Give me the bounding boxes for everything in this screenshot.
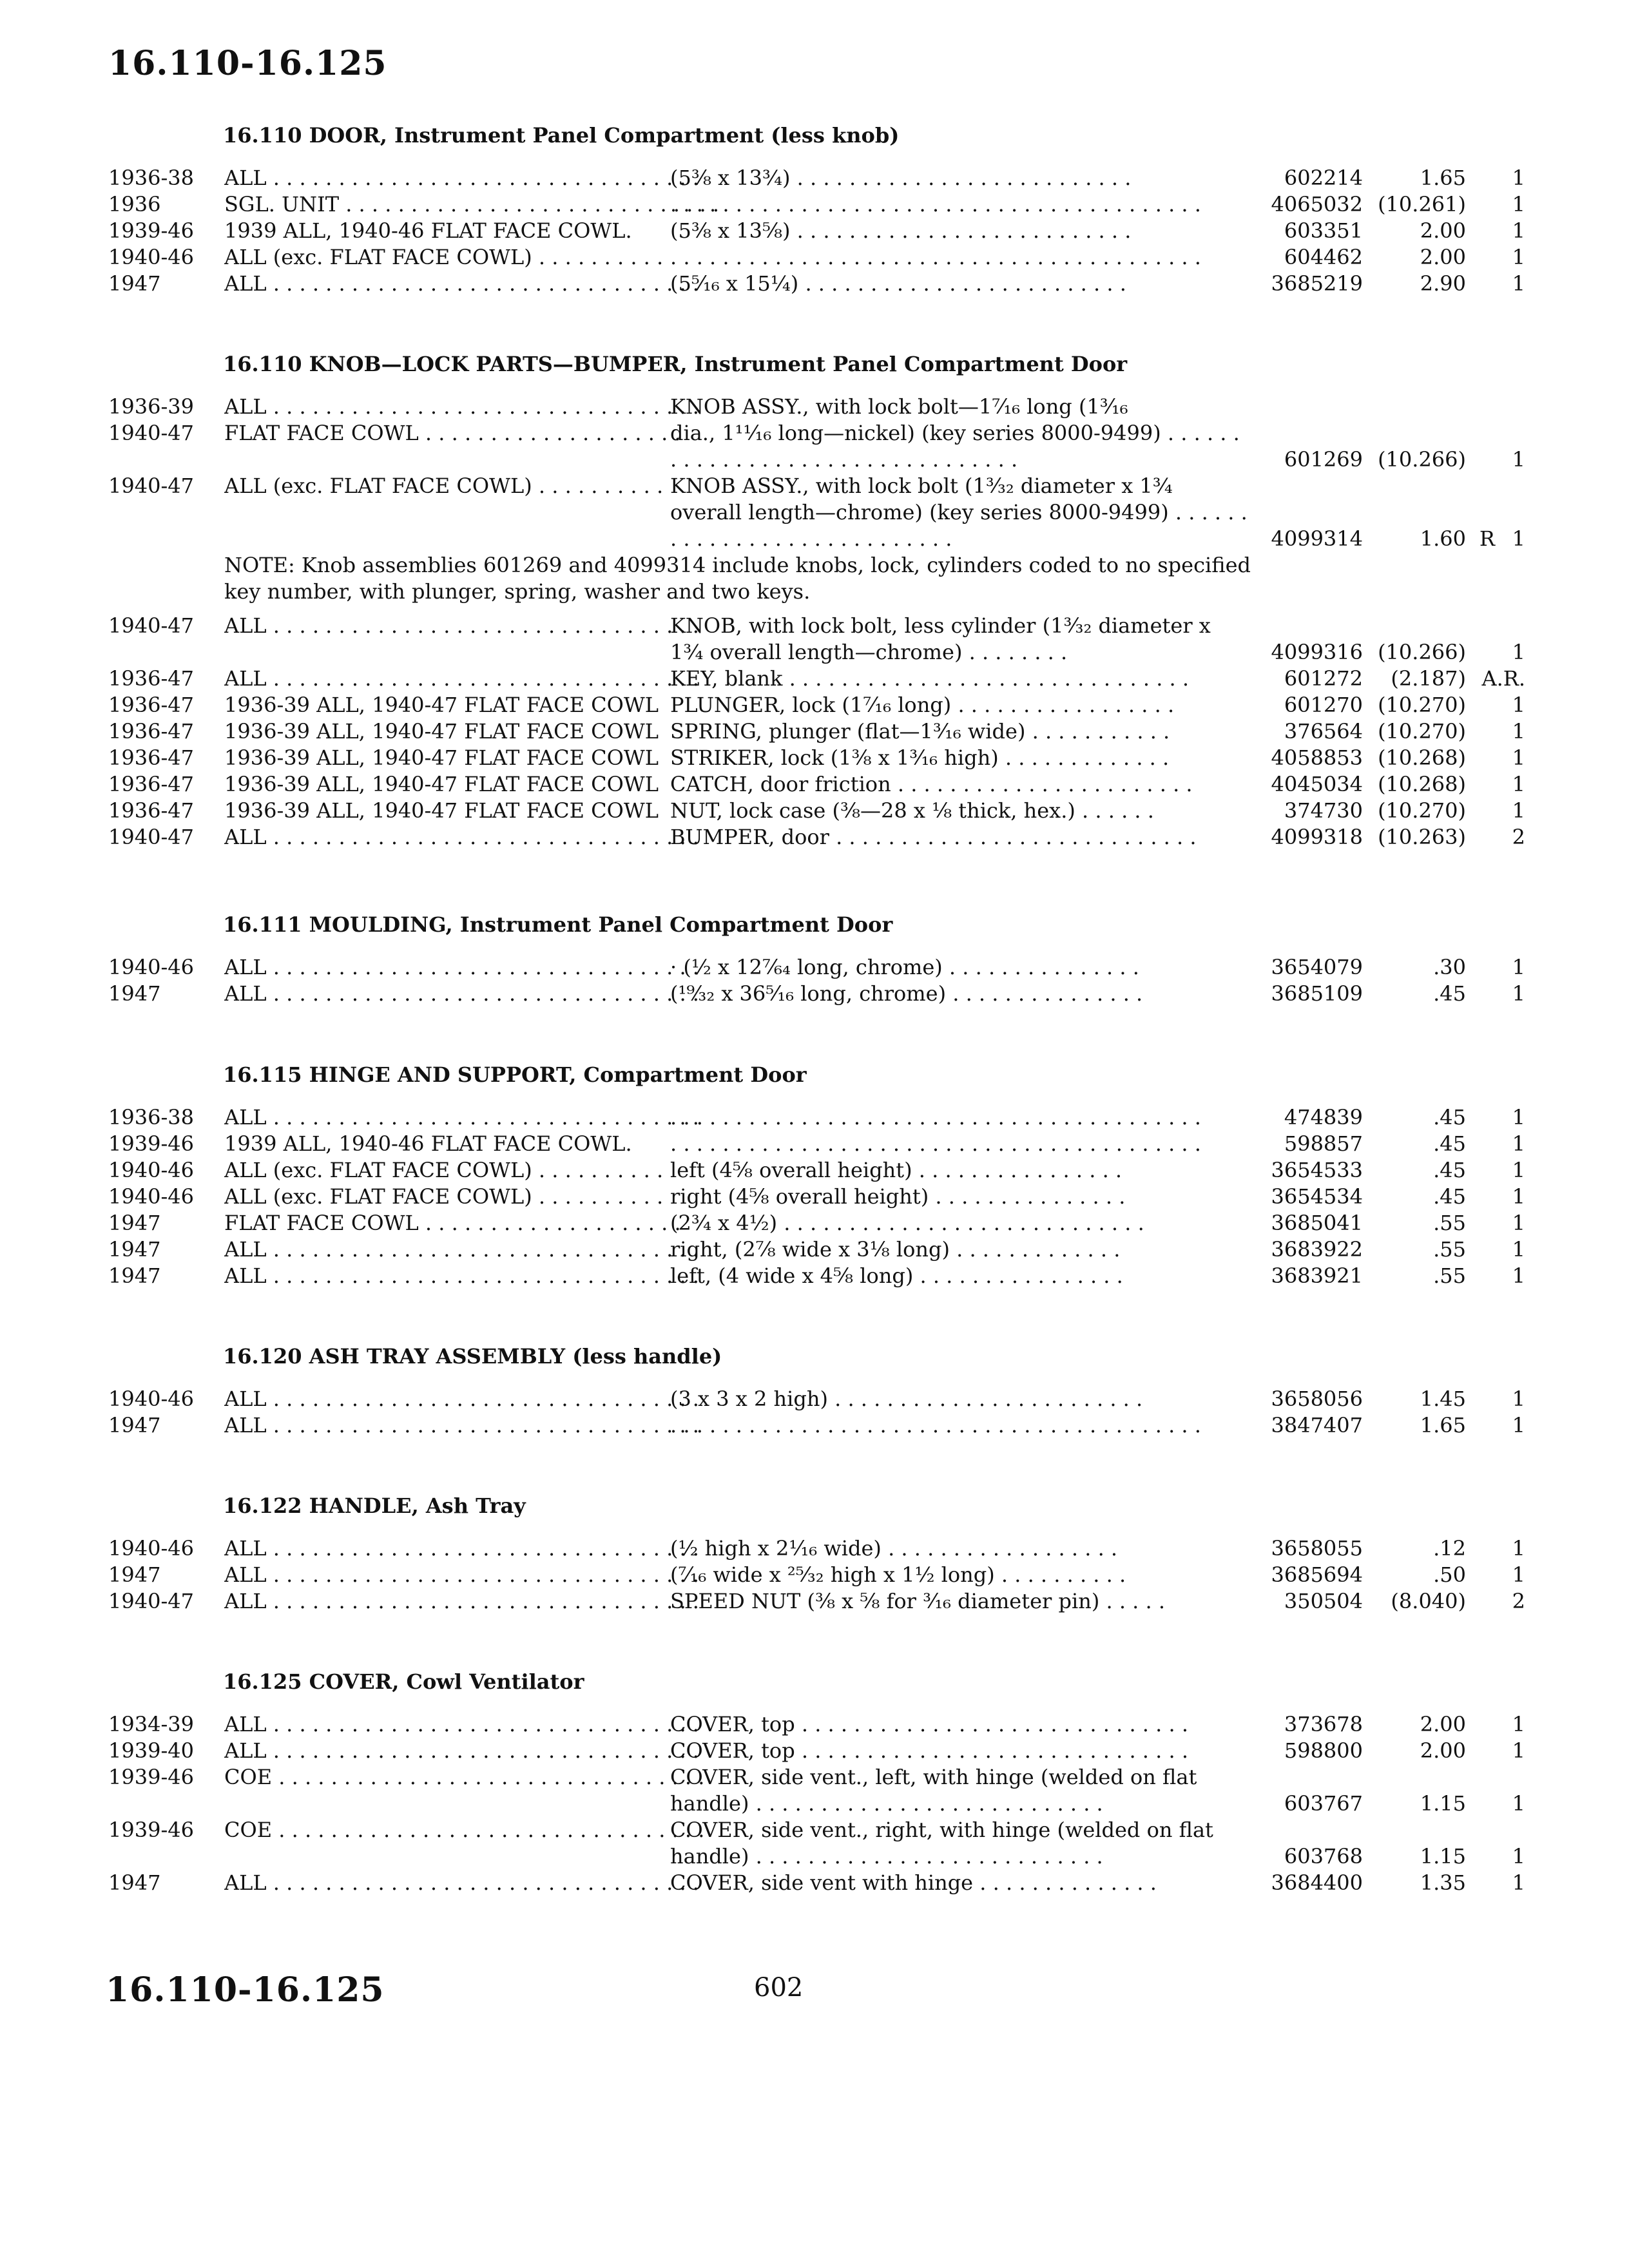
section-title: 16.122 HANDLE, Ash Tray (223, 1494, 526, 1518)
part-description: CATCH, door friction . . . . . . . . . . . . . . . . . . . . . . . (670, 772, 1193, 796)
parts-row (97, 798, 1525, 824)
quantity: 1 (1512, 1131, 1525, 1156)
parts-row (97, 1738, 1525, 1764)
price-or-group: .12 (1433, 1536, 1466, 1561)
model-applicability: ALL . . . . . . . . . . . . . . . . . . . . . . . . . . . . . . . . . (224, 1712, 699, 1736)
part-number: 374730 (1284, 798, 1363, 823)
part-description: (5⅜ x 13⅝) . . . . . . . . . . . . . . . . . . . . . . . . . . (670, 218, 1132, 243)
parts-row (97, 394, 1482, 420)
part-description: dia., 1¹¹⁄₁₆ long—nickel) (key series 8000-9499) . . . . . . . . . . . . . . . . . . . . . . . . . . . . . . . . . (670, 421, 1240, 472)
part-description: KNOB, with lock bolt, less cylinder (1³⁄₃₂ diameter x 1¾ overall length—chrome) . . . . . . . . (670, 613, 1211, 664)
model-applicability: ALL . . . . . . . . . . . . . . . . . . . . . . . . . . . . . . . . . (224, 666, 699, 691)
parts-row (97, 1210, 1525, 1236)
parts-row (97, 244, 1525, 271)
parts-row (97, 473, 1525, 552)
quantity: 1 (1512, 1237, 1525, 1262)
section-title: 16.120 ASH TRAY ASSEMBLY (less handle) (223, 1344, 722, 1369)
model-year: 1947 (108, 1211, 161, 1235)
model-year: 1947 (108, 271, 161, 296)
parts-row (97, 191, 1525, 218)
section-16-111-moulding (97, 912, 1525, 1007)
quantity: 1 (1512, 719, 1525, 744)
price-or-group: (10.268) (1378, 772, 1466, 796)
part-description: right (4⅝ overall height) . . . . . . . . . . . . . . . (670, 1184, 1126, 1209)
model-applicability: ALL . . . . . . . . . . . . . . . . . . . . . . . . . . . . . . . . . (224, 981, 699, 1006)
parts-row (97, 692, 1525, 718)
quantity: 1 (1512, 1211, 1525, 1235)
part-description: (3 x 3 x 2 high) . . . . . . . . . . . . . . . . . . . . . . . . (670, 1387, 1143, 1411)
model-applicability: 1939 ALL, 1940-46 FLAT FACE COWL. (224, 218, 632, 243)
model-year: 1936-38 (108, 166, 194, 190)
model-year: 1940-47 (108, 825, 194, 849)
model-year: 1947 (108, 981, 161, 1006)
price-or-group: 1.15 (1420, 1844, 1466, 1869)
model-year: 1934-39 (108, 1712, 194, 1736)
parts-row (97, 218, 1525, 244)
model-applicability: ALL . . . . . . . . . . . . . . . . . . . . . . . . . . . . . . . . . (224, 166, 699, 190)
model-year: 1936 (108, 192, 161, 216)
parts-row (97, 1236, 1525, 1263)
price-or-group: 2.00 (1420, 1712, 1466, 1736)
quantity: 1 (1512, 745, 1525, 770)
quantity: 1 (1512, 166, 1525, 190)
price-or-group: .45 (1433, 1158, 1466, 1182)
model-year: 1936-47 (108, 693, 194, 717)
quantity: 1 (1512, 192, 1525, 216)
part-number: 4099316 (1271, 640, 1363, 664)
model-year: 1940-46 (108, 955, 194, 979)
section-16-110-knob (97, 351, 1525, 850)
model-applicability: ALL . . . . . . . . . . . . . . . . . . . . . . . . . . . . . . . . . (224, 1870, 699, 1895)
part-description: COVER, side vent., right, with hinge (welded on flat handle) . . . . . . . . . . . . . . . . . . . . . . . . . . . (670, 1818, 1213, 1869)
part-number: 601269 (1284, 447, 1363, 472)
part-description: KEY, blank . . . . . . . . . . . . . . . . . . . . . . . . . . . . . . . (670, 666, 1190, 691)
model-year: 1939-46 (108, 1818, 194, 1842)
model-applicability: ALL (exc. FLAT FACE COWL) . . . . . . . . . . (224, 474, 664, 498)
quantity: 1 (1512, 1791, 1525, 1816)
page-footer: 16.110-16.125 (106, 1970, 385, 2010)
parts-row (97, 771, 1525, 798)
model-year: 1947 (108, 1870, 161, 1895)
model-applicability: ALL . . . . . . . . . . . . . . . . . . . . . . . . . . . . . . . . . (224, 1413, 699, 1437)
price-or-group: (2.187) (1391, 666, 1466, 691)
part-description: . . . . . . . . . . . . . . . . . . . . . . . . . . . . . . . . . . . . . . . . . (670, 192, 1201, 216)
parts-row (97, 165, 1525, 191)
parts-row (97, 1817, 1525, 1870)
model-year: 1936-47 (108, 798, 194, 823)
part-description: . . . . . . . . . . . . . . . . . . . . . . . . . . . . . . . . . . . . . . . . . (670, 1131, 1201, 1156)
model-year: 1940-46 (108, 245, 194, 269)
model-applicability: COE . . . . . . . . . . . . . . . . . . . . . . . . . . . . . . . . . (224, 1818, 705, 1842)
model-applicability: ALL . . . . . . . . . . . . . . . . . . . . . . . . . . . . . . . . . (224, 1738, 699, 1763)
page-header: 16.110-16.125 (108, 44, 387, 83)
parts-row (97, 666, 1525, 692)
model-applicability: 1936-39 ALL, 1940-47 FLAT FACE COWL (224, 772, 659, 796)
price-or-group: (10.263) (1378, 825, 1466, 849)
quantity: 1 (1512, 1844, 1525, 1869)
part-number: 474839 (1284, 1105, 1363, 1129)
parts-row (97, 1588, 1525, 1615)
parts-list (97, 165, 1525, 297)
model-applicability: FLAT FACE COWL . . . . . . . . . . . . . . . . . . . . (224, 421, 681, 445)
quantity: 1 (1512, 1870, 1525, 1895)
model-applicability: 1936-39 ALL, 1940-47 FLAT FACE COWL (224, 693, 659, 717)
model-year: 1940-46 (108, 1387, 194, 1411)
quantity: 1 (1512, 1387, 1525, 1411)
price-or-group: 2.00 (1420, 218, 1466, 243)
model-applicability: ALL . . . . . . . . . . . . . . . . . . . . . . . . . . . . . . . . . (224, 1237, 699, 1262)
quantity: 1 (1512, 1184, 1525, 1209)
model-applicability: ALL . . . . . . . . . . . . . . . . . . . . . . . . . . . . . . . . . (224, 1264, 699, 1288)
part-description: PLUNGER, lock (1⁷⁄₁₆ long) . . . . . . . . . . . . . . . . . (670, 693, 1175, 717)
model-applicability: ALL . . . . . . . . . . . . . . . . . . . . . . . . . . . . . . . . . (224, 1105, 699, 1129)
price-or-group: 1.65 (1420, 1413, 1466, 1437)
quantity: 1 (1512, 1158, 1525, 1182)
quantity: 1 (1512, 271, 1525, 296)
price-or-group: .45 (1433, 981, 1466, 1006)
parts-row (97, 1104, 1525, 1131)
part-description: STRIKER, lock (1⅜ x 1³⁄₁₆ high) . . . . . . . . . . . . . (670, 745, 1170, 770)
part-number: 3654079 (1271, 955, 1363, 979)
part-description: . . . . . . . . . . . . . . . . . . . . . . . . . . . . . . . . . . . . . . . . . (670, 1413, 1201, 1437)
quantity: 1 (1512, 447, 1525, 472)
quantity: 1 (1512, 981, 1525, 1006)
model-applicability: ALL . . . . . . . . . . . . . . . . . . . . . . . . . . . . . . . . . (224, 1589, 699, 1613)
part-number: 603768 (1284, 1844, 1363, 1869)
price-or-group: .50 (1433, 1562, 1466, 1587)
model-applicability: COE . . . . . . . . . . . . . . . . . . . . . . . . . . . . . . . . . (224, 1765, 705, 1789)
model-applicability: ALL . . . . . . . . . . . . . . . . . . . . . . . . . . . . . . . . . (224, 271, 699, 296)
part-description: · (½ x 12⁷⁄₆₄ long, chrome) . . . . . . . . . . . . . . . (670, 955, 1139, 979)
part-description: COVER, side vent., left, with hinge (welded on flat handle) . . . . . . . . . . . . . . . . . . . . . . . . . . . (670, 1765, 1197, 1816)
price-or-group: (8.040) (1391, 1589, 1466, 1613)
quantity: 1 (1512, 772, 1525, 796)
model-year: 1947 (108, 1264, 161, 1288)
part-number: 3685219 (1271, 271, 1363, 296)
parts-row (97, 824, 1525, 850)
part-description: COVER, top . . . . . . . . . . . . . . . . . . . . . . . . . . . . . . (670, 1712, 1188, 1736)
quantity: 1 (1512, 640, 1525, 664)
price-or-group: 1.45 (1420, 1387, 1466, 1411)
parts-list (97, 613, 1525, 850)
parts-row (97, 718, 1525, 745)
model-year: 1947 (108, 1413, 161, 1437)
price-or-group: .45 (1433, 1184, 1466, 1209)
part-description: (⁷⁄₁₆ wide x ²⁵⁄₃₂ high x 1½ long) . . . . . . . . . . (670, 1562, 1126, 1587)
price-or-group: .45 (1433, 1131, 1466, 1156)
part-number: 3683922 (1271, 1237, 1363, 1262)
quantity: 1 (1512, 245, 1525, 269)
parts-row (97, 1562, 1525, 1588)
parts-row (97, 613, 1525, 666)
model-applicability: ALL . . . . . . . . . . . . . . . . . . . . . . . . . . . . . . . . . (224, 613, 699, 638)
price-or-group: (10.261) (1378, 192, 1466, 216)
parts-row (97, 1870, 1525, 1896)
model-year: 1940-47 (108, 613, 194, 638)
price-or-group: (10.270) (1378, 719, 1466, 744)
parts-list (97, 1711, 1525, 1896)
code-letter: R (1479, 526, 1495, 551)
section-16-120-ash-tray (97, 1343, 1525, 1439)
parts-row (97, 954, 1525, 981)
part-description: BUMPER, door . . . . . . . . . . . . . . . . . . . . . . . . . . . . (670, 825, 1197, 849)
parts-row (97, 1157, 1525, 1184)
quantity: 1 (1512, 955, 1525, 979)
model-applicability: ALL . . . . . . . . . . . . . . . . . . . . . . . . . . . . . . . . . (224, 1387, 699, 1411)
quantity: 1 (1512, 693, 1525, 717)
model-applicability: ALL . . . . . . . . . . . . . . . . . . . . . . . . . . . . . . . . . (224, 394, 699, 419)
section-title: 16.111 MOULDING, Instrument Panel Compartment Door (223, 912, 893, 937)
part-number: 601272 (1284, 666, 1363, 691)
part-description: COVER, side vent with hinge . . . . . . . . . . . . . . (670, 1870, 1157, 1895)
model-applicability: ALL (exc. FLAT FACE COWL) . . . . . . . . . . (224, 1184, 664, 1209)
quantity: A.R. (1481, 666, 1525, 691)
model-year: 1939-46 (108, 1765, 194, 1789)
price-or-group: 1.65 (1420, 166, 1466, 190)
quantity: 1 (1512, 1264, 1525, 1288)
part-description: (2¾ x 4½) . . . . . . . . . . . . . . . . . . . . . . . . . . . . (670, 1211, 1144, 1235)
parts-row (97, 1263, 1525, 1289)
section-16-115-hinge (97, 1062, 1525, 1289)
parts-row (97, 981, 1525, 1007)
parts-row (97, 420, 1525, 473)
model-year: 1936-38 (108, 1105, 194, 1129)
quantity: 1 (1512, 1738, 1525, 1763)
part-number: 350504 (1284, 1589, 1363, 1613)
section-title: 16.125 COVER, Cowl Ventilator (223, 1669, 584, 1694)
price-or-group: .30 (1433, 955, 1466, 979)
part-description: right, (2⅞ wide x 3⅛ long) . . . . . . . . . . . . . (670, 1237, 1121, 1262)
model-year: 1936-47 (108, 772, 194, 796)
quantity: 1 (1512, 1562, 1525, 1587)
model-applicability: FLAT FACE COWL . . . . . . . . . . . . . . . . . . . . (224, 1211, 681, 1235)
parts-row (97, 1764, 1525, 1817)
part-description: KNOB ASSY., with lock bolt—1⁷⁄₁₆ long (1³⁄₁₆ (670, 394, 1128, 419)
parts-row (97, 1184, 1525, 1210)
model-year: 1936-47 (108, 719, 194, 744)
model-applicability: ALL . . . . . . . . . . . . . . . . . . . . . . . . . . . . . . . . . (224, 955, 699, 979)
model-year: 1940-47 (108, 474, 194, 498)
parts-list (97, 954, 1525, 1007)
parts-row (97, 745, 1525, 771)
part-number: 4099314 (1271, 526, 1363, 551)
part-number: 3685109 (1271, 981, 1363, 1006)
model-year: 1936-47 (108, 745, 194, 770)
price-or-group: 1.15 (1420, 1791, 1466, 1816)
price-or-group: (10.270) (1378, 693, 1466, 717)
part-number: 3658056 (1271, 1387, 1363, 1411)
part-description: (½ high x 2⅟₁₆ wide) . . . . . . . . . . . . . . . . . . (670, 1536, 1118, 1561)
part-description: SPEED NUT (⅜ x ⅝ for ³⁄₁₆ diameter pin) . . . . . (670, 1589, 1166, 1613)
part-description: NUT, lock case (⅜—28 x ⅛ thick, hex.) . . . . . . (670, 798, 1154, 823)
part-description: (5⅜ x 13¾) . . . . . . . . . . . . . . . . . . . . . . . . . . (670, 166, 1132, 190)
model-year: 1936-39 (108, 394, 194, 419)
price-or-group: .55 (1433, 1211, 1466, 1235)
part-description: KNOB ASSY., with lock bolt (1³⁄₃₂ diameter x 1¾ overall length—chrome) (key series 8000-9499) . . . . . . . . . . . . . . . . . . . . . . . . . . . . (670, 474, 1248, 551)
price-or-group: 1.35 (1420, 1870, 1466, 1895)
part-description: (¹⁹⁄₃₂ x 36⁵⁄₁₆ long, chrome) . . . . . . . . . . . . . . . (670, 981, 1143, 1006)
quantity: 1 (1512, 1413, 1525, 1437)
parts-row (97, 1386, 1525, 1412)
note: NOTE: Knob assemblies 601269 and 4099314 include knobs, lock, cylinders coded to no specified key number, with plunger, spring, washer and two keys. (224, 553, 1251, 604)
parts-list (97, 1535, 1525, 1615)
parts-row (97, 271, 1525, 297)
parts-row (97, 1535, 1525, 1562)
part-number: 3685041 (1271, 1211, 1363, 1235)
model-applicability: 1936-39 ALL, 1940-47 FLAT FACE COWL (224, 745, 659, 770)
parts-list (97, 1104, 1525, 1289)
part-number: 4058853 (1271, 745, 1363, 770)
part-number: 3684400 (1271, 1870, 1363, 1895)
quantity: 1 (1512, 526, 1525, 551)
part-description: (5⁵⁄₁₆ x 15¼) . . . . . . . . . . . . . . . . . . . . . . . . . (670, 271, 1126, 296)
section-16-125-cover (97, 1669, 1525, 1896)
model-applicability: 1939 ALL, 1940-46 FLAT FACE COWL. (224, 1131, 632, 1156)
model-applicability: 1936-39 ALL, 1940-47 FLAT FACE COWL (224, 719, 659, 744)
section-title: 16.110 DOOR, Instrument Panel Compartment (less knob) (223, 123, 900, 148)
model-year: 1940-47 (108, 421, 194, 445)
part-description: . . . . . . . . . . . . . . . . . . . . . . . . . . . . . . . . . . . . . . . . . (670, 245, 1201, 269)
quantity: 1 (1512, 218, 1525, 243)
parts-row (97, 1412, 1525, 1439)
quantity: 1 (1512, 1712, 1525, 1736)
part-number: 598800 (1284, 1738, 1363, 1763)
quantity: 1 (1512, 1536, 1525, 1561)
price-or-group: .55 (1433, 1264, 1466, 1288)
model-applicability: 1936-39 ALL, 1940-47 FLAT FACE COWL (224, 798, 659, 823)
quantity: 1 (1512, 1105, 1525, 1129)
part-number: 601270 (1284, 693, 1363, 717)
model-year: 1947 (108, 1562, 161, 1587)
model-year: 1939-46 (108, 1131, 194, 1156)
model-year: 1940-46 (108, 1158, 194, 1182)
section-16-110-door (97, 122, 1525, 297)
price-or-group: .45 (1433, 1105, 1466, 1129)
part-number: 3658055 (1271, 1536, 1363, 1561)
price-or-group: (10.266) (1378, 447, 1466, 472)
quantity: 2 (1512, 1589, 1525, 1613)
model-year: 1939-46 (108, 218, 194, 243)
model-year: 1940-46 (108, 1184, 194, 1209)
price-or-group: 2.90 (1420, 271, 1466, 296)
parts-list (97, 394, 1525, 552)
model-year: 1947 (108, 1237, 161, 1262)
part-number: 4065032 (1271, 192, 1363, 216)
model-year: 1936-47 (108, 666, 194, 691)
price-or-group: 2.00 (1420, 245, 1466, 269)
model-applicability: ALL (exc. FLAT FACE COWL) . . . . . . . . . . (224, 1158, 664, 1182)
part-description: . . . . . . . . . . . . . . . . . . . . . . . . . . . . . . . . . . . . . . . . . (670, 1105, 1201, 1129)
part-number: 603767 (1284, 1791, 1363, 1816)
part-number: 3654534 (1271, 1184, 1363, 1209)
price-or-group: (10.270) (1378, 798, 1466, 823)
page-number: 602 (754, 1973, 804, 2003)
part-description: left (4⅝ overall height) . . . . . . . . . . . . . . . . (670, 1158, 1123, 1182)
model-applicability: ALL (exc. FLAT FACE COWL) . . . . . . . . . . (224, 245, 664, 269)
price-or-group: (10.266) (1378, 640, 1466, 664)
quantity: 1 (1512, 798, 1525, 823)
part-number: 602214 (1284, 166, 1363, 190)
price-or-group: 1.60 (1420, 526, 1466, 551)
model-applicability: ALL . . . . . . . . . . . . . . . . . . . . . . . . . . . . . . . . . (224, 825, 699, 849)
section-16-122-handle (97, 1493, 1525, 1615)
part-number: 604462 (1284, 245, 1363, 269)
part-number: 3654533 (1271, 1158, 1363, 1182)
section-title: 16.110 KNOB—LOCK PARTS—BUMPER, Instrument Panel Compartment Door (223, 352, 1128, 376)
part-number: 4045034 (1271, 772, 1363, 796)
part-number: 598857 (1284, 1131, 1363, 1156)
model-applicability: ALL . . . . . . . . . . . . . . . . . . . . . . . . . . . . . . . . . (224, 1536, 699, 1561)
quantity: 2 (1512, 825, 1525, 849)
part-number: 3685694 (1271, 1562, 1363, 1587)
part-number: 373678 (1284, 1712, 1363, 1736)
model-year: 1940-47 (108, 1589, 194, 1613)
parts-row (97, 1131, 1525, 1157)
price-or-group: (10.268) (1378, 745, 1466, 770)
price-or-group: 2.00 (1420, 1738, 1466, 1763)
part-description: COVER, top . . . . . . . . . . . . . . . . . . . . . . . . . . . . . . (670, 1738, 1188, 1763)
price-or-group: .55 (1433, 1237, 1466, 1262)
part-description: left, (4 wide x 4⅝ long) . . . . . . . . . . . . . . . . (670, 1264, 1123, 1288)
part-number: 603351 (1284, 218, 1363, 243)
part-description: SPRING, plunger (flat—1³⁄₁₆ wide) . . . . . . . . . . . (670, 719, 1170, 744)
part-number: 376564 (1284, 719, 1363, 744)
model-year: 1939-40 (108, 1738, 194, 1763)
part-number: 3847407 (1271, 1413, 1363, 1437)
model-year: 1940-46 (108, 1536, 194, 1561)
section-title: 16.115 HINGE AND SUPPORT, Compartment Door (223, 1062, 807, 1087)
part-number: 3683921 (1271, 1264, 1363, 1288)
parts-row (97, 1711, 1525, 1738)
model-applicability: ALL . . . . . . . . . . . . . . . . . . . . . . . . . . . . . . . . . (224, 1562, 699, 1587)
part-number: 4099318 (1271, 825, 1363, 849)
model-applicability: SGL. UNIT . . . . . . . . . . . . . . . . . . . . . . . . . . . . . (224, 192, 719, 216)
parts-list (97, 1386, 1525, 1439)
